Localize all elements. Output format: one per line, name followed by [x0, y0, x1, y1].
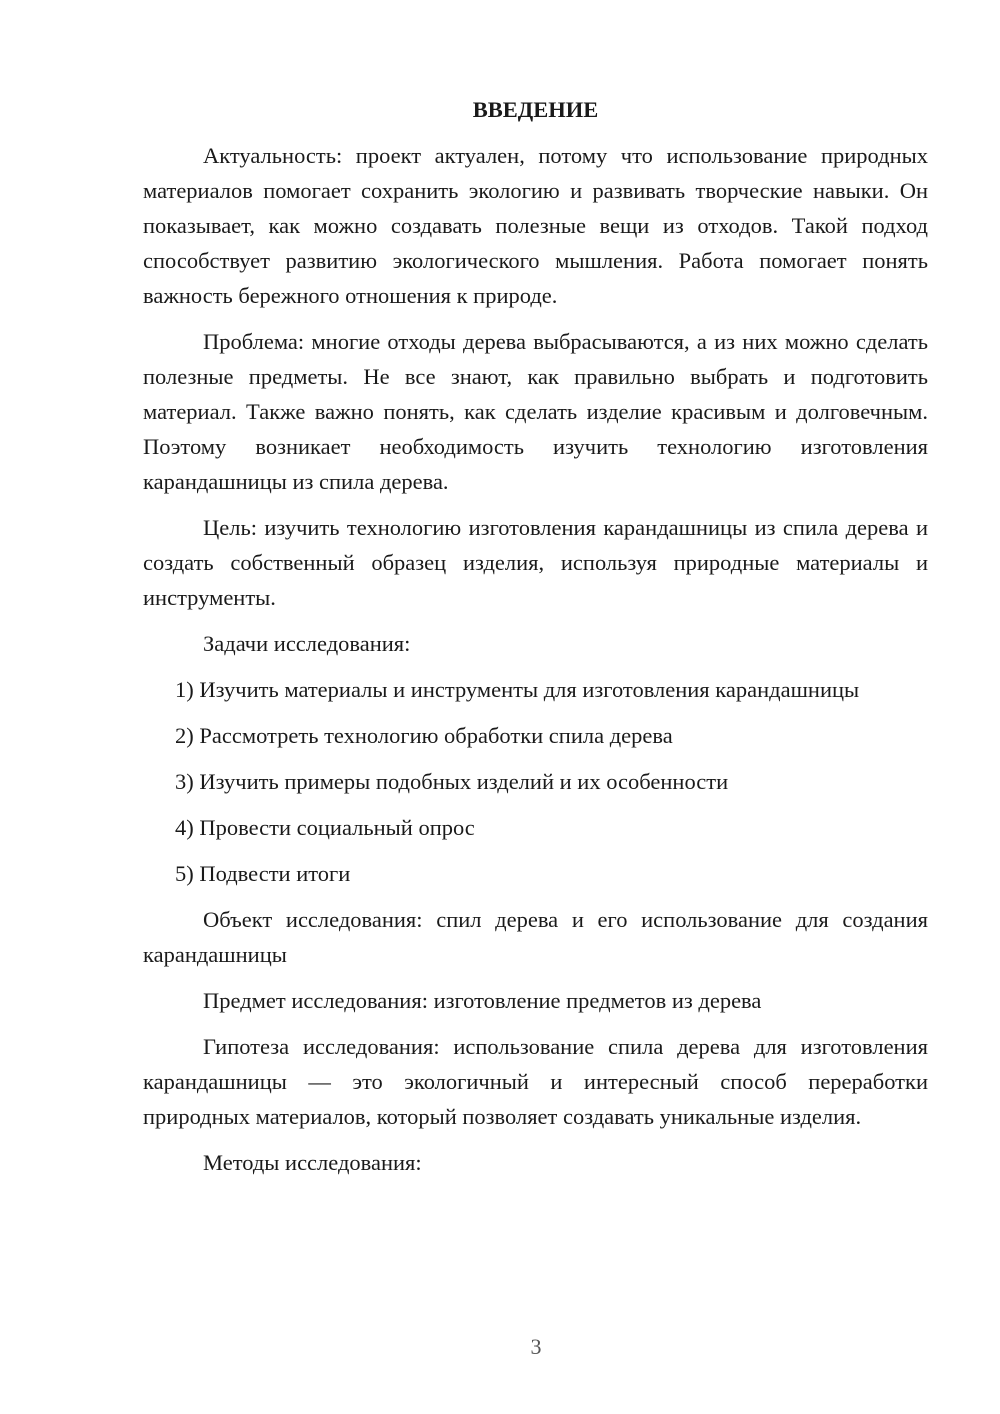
relevance-paragraph: Актуальность: проект актуален, потому что использование природных материалов помогает сохранить экологию и развивать творческие навыки. Он показывает, как можно создавать полезные вещи из отходов. Такой подход способствует развитию экологического мышления. Работа помогает понять важность бережного отношения к природе.	[143, 143, 928, 308]
task-item: 1) Изучить материалы и инструменты для изготовления карандашницы	[175, 677, 860, 702]
task-item: 4) Провести социальный опрос	[175, 815, 475, 840]
goal-paragraph: Цель: изучить технологию изготовления карандашницы из спила дерева и создать собственный образец изделия, используя природные материалы и инструменты.	[143, 515, 928, 610]
page-number: 3	[530, 1334, 542, 1359]
tasks-heading: Задачи исследования:	[203, 631, 411, 656]
document-page	[143, 94, 928, 1191]
object-paragraph: Объект исследования: спил дерева и его использование для создания карандашницы	[143, 907, 928, 967]
task-item: 3) Изучить примеры подобных изделий и их особенности	[175, 769, 729, 794]
task-item: 5) Подвести итоги	[175, 861, 351, 886]
section-title: ВВЕДЕНИЕ	[472, 97, 599, 122]
methods-heading: Методы исследования:	[203, 1150, 422, 1175]
task-item: 2) Рассмотреть технологию обработки спила дерева	[175, 723, 673, 748]
problem-paragraph: Проблема: многие отходы дерева выбрасываются, а из них можно сделать полезные предметы. Не все знают, как правильно выбрать и подготовить материал. Также важно понять, как сделать изделие красивым и долговечным. Поэтому возникает необходимость изучить технологию изготовления карандашницы из спила дерева.	[143, 329, 928, 494]
hypothesis-paragraph: Гипотеза исследования: использование спила дерева для изготовления карандашницы — это экологичный и интересный способ переработки природных материалов, который позволяет создавать уникальные изделия.	[143, 1034, 928, 1129]
subject-paragraph: Предмет исследования: изготовление предметов из дерева	[203, 988, 762, 1013]
